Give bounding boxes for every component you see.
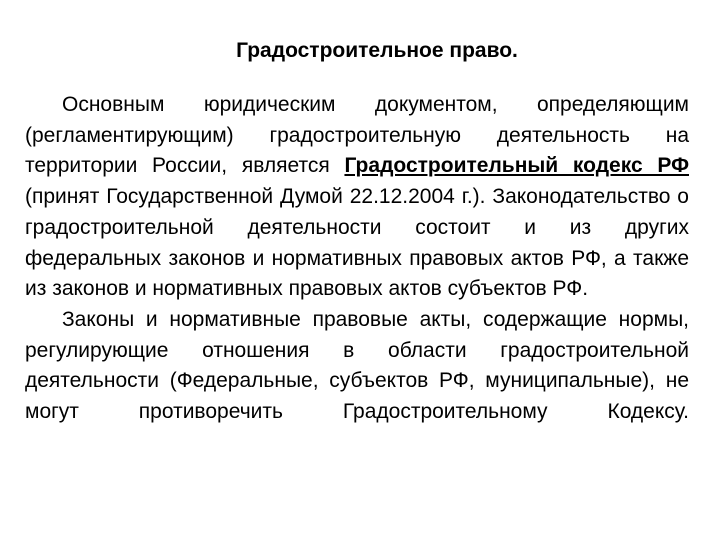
urban-planning-code-link: Градостроительный кодекс РФ xyxy=(344,154,689,178)
slide-body xyxy=(25,90,689,428)
slide-title: Градостроительное право. xyxy=(236,39,518,62)
paragraph-1 xyxy=(25,90,689,305)
paragraph-2: Законы и нормативные правовые акты, содержащие нормы, регулирующие отношения в области градостроительной деятельности (Федеральные, субъектов РФ, муниципальные), не могут противоречить Градостроительному Кодексу. xyxy=(25,307,689,424)
paragraph-1-intro: Основным юридическим документом, определяющим (регламентирующим) градостроительную деятельность на территории России, является xyxy=(25,93,689,178)
paragraph-1-rest: (принят Государственной Думой 22.12.2004 г.). Законодательство о градостроительной деятельности состоит и из других федеральных законов и нормативных правовых актов РФ, а также из законов и нормативных правовых актов субъектов РФ. xyxy=(25,185,689,301)
